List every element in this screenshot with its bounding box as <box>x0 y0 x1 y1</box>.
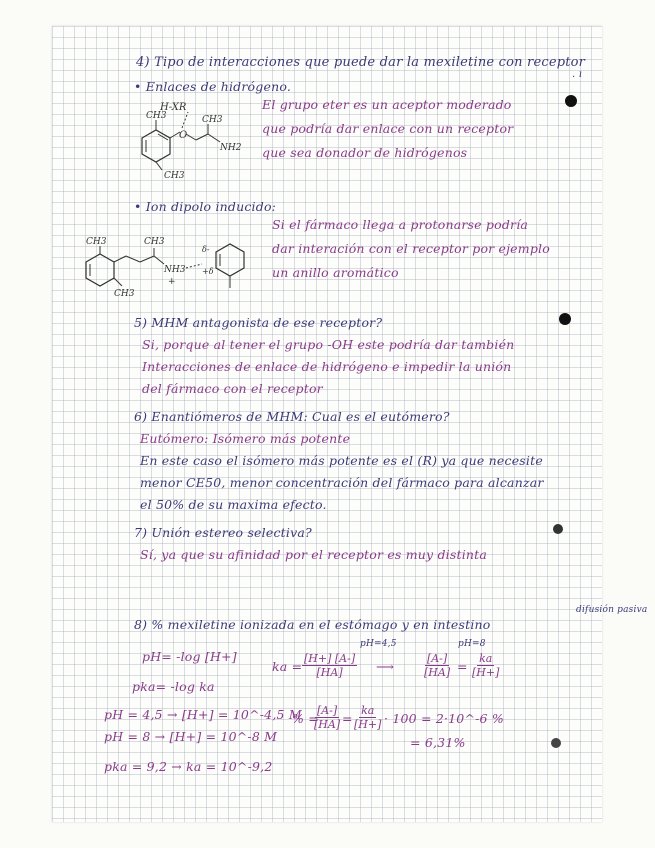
q6-definition: Eutómero: Isómero más potente <box>140 431 351 446</box>
q4-title: 4) Tipo de interacciones que puede dar la mexiletine con receptor <box>136 55 586 70</box>
ch3-label: CH3 <box>164 171 185 181</box>
q8-note: difusión pasiva <box>576 605 648 615</box>
arrow: ⟶ <box>376 659 395 674</box>
pct-result1: · 100 = 2·10^-6 % <box>384 711 504 726</box>
ratio-denominator: [HA] <box>424 666 451 679</box>
ion-header: • Ion dipolo inducido: <box>134 199 277 214</box>
ratio2-fraction <box>470 652 501 679</box>
ka-numerator: [H+] [A-] <box>304 652 356 665</box>
q5-text-1: Si, porque al tener el grupo -OH este podría dar también <box>142 337 515 352</box>
ch3-label: CH3 <box>146 111 167 121</box>
ph-intestine: pH=8 <box>458 639 486 649</box>
plus-charge: + <box>168 277 176 287</box>
pct-denominator1: [HA] <box>314 718 341 731</box>
ph45-line: pH = 4,5 → [H+] = 10^-4,5 M <box>104 707 302 722</box>
punch-hole <box>553 524 563 534</box>
mexiletine-structure-iondipole <box>68 230 268 310</box>
ch3-label: CH3 <box>144 237 165 247</box>
pka-definition: pka= -log ka <box>132 679 215 694</box>
q6-text-1: En este caso el isómero más potente es el (R) ya que necesite <box>140 453 543 468</box>
q5-text-2: Interacciones de enlace de hidrógeno e impedir la unión <box>142 359 512 374</box>
ch3-label: CH3 <box>114 289 135 299</box>
ph-stomach: pH=4,5 <box>360 639 397 649</box>
pct-numerator1: [A-] <box>316 704 338 717</box>
ion-text-3: un anillo aromático <box>272 265 399 280</box>
ch3-label: CH3 <box>202 115 223 125</box>
pct-label: % = <box>292 711 319 726</box>
oxygen-label: O <box>179 130 188 141</box>
ratio-fraction <box>422 652 452 679</box>
ka-denominator: [HA] <box>316 666 343 679</box>
q6-title: 6) Enantiómeros de MHM: Cual es el eutómero? <box>134 409 450 424</box>
ka-fraction <box>302 652 357 679</box>
ion-text-1: Si el fármaco llega a protonarse podría <box>272 217 529 232</box>
pka-line: pka = 9,2 → ka = 10^-9,2 <box>104 759 273 774</box>
ratio-equals: = <box>457 659 468 674</box>
q6-text-3: el 50% de su maxima efecto. <box>140 497 327 512</box>
ratio2-denominator: [H+] <box>472 666 500 679</box>
pct-denominator2: [H+] <box>354 718 382 731</box>
pct-numerator2: ka <box>361 704 375 717</box>
pct-equals: = <box>342 711 353 726</box>
delta-positive: +δ <box>202 267 214 276</box>
hxr-label: H-XR <box>160 102 187 113</box>
ratio-numerator: [A-] <box>426 652 448 665</box>
ion-text-2: dar interación con el receptor por ejemplo <box>272 241 550 256</box>
hbond-header: • Enlaces de hidrógeno. <box>134 79 292 94</box>
ch3-label: CH3 <box>86 237 107 247</box>
mexiletine-structure-hbond <box>120 100 260 188</box>
ratio2-numerator: ka <box>479 652 493 665</box>
pct-fraction2 <box>352 704 383 731</box>
q7-text: Sí, ya que su afinidad por el receptor es muy distinta <box>140 547 488 562</box>
q7-title: 7) Unión estereo selectiva? <box>134 525 312 540</box>
punch-hole <box>551 738 561 748</box>
punch-hole <box>559 313 571 325</box>
nh2-label: NH2 <box>220 143 242 153</box>
ph8-line: pH = 8 → [H+] = 10^-8 M <box>104 729 278 744</box>
ka-lhs: ka = <box>272 659 303 674</box>
pct-result2: = 6,31% <box>410 735 466 750</box>
hbond-text-1: El grupo eter es un aceptor moderado <box>262 97 512 112</box>
ph-definition: pH= -log [H+] <box>142 649 237 664</box>
q8-title: 8) % mexiletine ionizada en el estómago y en intestino <box>134 617 491 632</box>
hbond-text-2: que podría dar enlace con un receptor <box>262 121 514 136</box>
q5-title: 5) MHM antagonista de ese receptor? <box>134 315 383 330</box>
q5-text-3: del fármaco con el receptor <box>142 381 323 396</box>
hbond-text-3: que sea donador de hidrógenos <box>262 145 468 160</box>
corner-mark: . ı <box>572 69 583 80</box>
punch-hole <box>565 95 577 107</box>
delta-negative: δ- <box>202 245 210 254</box>
nh3-label: NH3 <box>164 265 186 275</box>
q6-text-2: menor CE50, menor concentración del fármaco para alcanzar <box>140 475 544 490</box>
pct-fraction1 <box>312 704 342 731</box>
